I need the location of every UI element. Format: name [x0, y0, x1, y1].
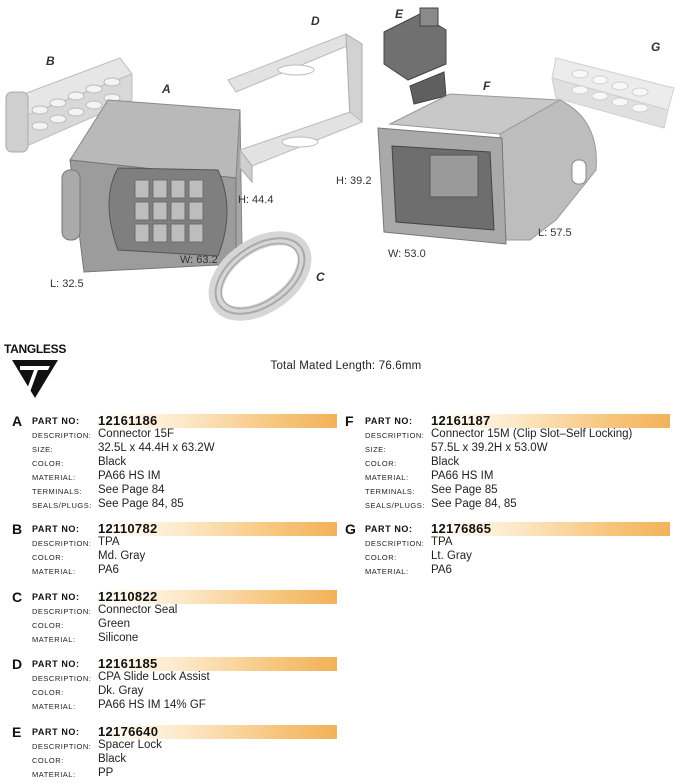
logo-text: TANGLESS	[4, 342, 67, 356]
part-letter: C	[12, 589, 23, 605]
label: MATERIAL:	[32, 473, 76, 482]
part-number: 12161185	[98, 656, 158, 671]
callout-b: B	[46, 54, 55, 68]
part-letter: D	[12, 656, 23, 672]
part-a-connector-drawing	[62, 100, 242, 272]
color: Green	[98, 618, 130, 630]
color: Md. Gray	[98, 550, 146, 562]
material: PA66 HS IM 14% GF	[98, 699, 206, 711]
part-no-label: PART NO:	[365, 416, 413, 426]
label: COLOR:	[32, 459, 64, 468]
material: PA6	[431, 564, 452, 576]
part-block-g	[345, 522, 685, 578]
dim-f-length: L: 57.5	[538, 227, 572, 239]
label: COLOR:	[32, 688, 64, 697]
callout-d: D	[311, 14, 320, 28]
label: MATERIAL:	[32, 567, 76, 576]
part-no-label: PART NO:	[365, 524, 413, 534]
label: MATERIAL:	[32, 770, 76, 779]
part-no-label: PART NO:	[32, 659, 80, 669]
part-letter: E	[12, 724, 22, 740]
color: Black	[98, 456, 127, 468]
material: PA66 HS IM	[431, 470, 494, 482]
total-mated-length: Total Mated Length: 76.6mm	[270, 360, 422, 372]
dim-a-length: L: 32.5	[50, 278, 84, 290]
part-block-a	[12, 414, 342, 514]
callout-f: F	[483, 79, 491, 93]
connector-exploded-illustration	[0, 0, 692, 335]
part-no-label: PART NO:	[32, 524, 80, 534]
part-d-cpa-drawing	[228, 34, 362, 182]
terminals: See Page 84	[98, 484, 165, 496]
label: COLOR:	[365, 553, 397, 562]
material: PP	[98, 767, 114, 779]
material: PA66 HS IM	[98, 470, 161, 482]
label: SEALS/PLUGS:	[32, 501, 92, 510]
label: MATERIAL:	[32, 702, 76, 711]
color: Dk. Gray	[98, 685, 144, 697]
description: CPA Slide Lock Assist	[98, 671, 210, 683]
callout-g: G	[651, 40, 661, 54]
dim-f-width: W: 53.0	[388, 248, 426, 260]
part-letter: A	[12, 413, 23, 429]
description: TPA	[98, 536, 120, 548]
part-block-e	[12, 725, 342, 781]
label: COLOR:	[32, 756, 64, 765]
dim-a-width: W: 63.2	[180, 254, 218, 266]
label: SEALS/PLUGS:	[365, 501, 425, 510]
color: Lt. Gray	[431, 550, 472, 562]
seals: See Page 84, 85	[431, 498, 517, 510]
material: PA6	[98, 564, 119, 576]
part-number: 12161187	[431, 413, 491, 428]
label: DESCRIPTION:	[32, 431, 92, 440]
part-letter: G	[345, 521, 356, 537]
callout-a: A	[162, 82, 171, 96]
part-number: 12161186	[98, 413, 158, 428]
dim-a-height: H: 44.4	[238, 194, 274, 206]
material: Silicone	[98, 632, 139, 644]
seals: See Page 84, 85	[98, 498, 184, 510]
color: Black	[431, 456, 460, 468]
part-letter: F	[345, 413, 354, 429]
part-no-label: PART NO:	[32, 416, 80, 426]
label: DESCRIPTION:	[32, 539, 92, 548]
part-f-connector-drawing	[378, 94, 596, 244]
part-number: 12110822	[98, 589, 158, 604]
part-block-d	[12, 657, 342, 713]
part-block-c	[12, 590, 342, 646]
label: MATERIAL:	[32, 635, 76, 644]
description: Connector 15F	[98, 428, 175, 440]
color: Black	[98, 753, 127, 765]
callout-e: E	[395, 7, 404, 21]
part-e-spacer-drawing	[384, 8, 446, 104]
size: 32.5L x 44.4H x 63.2W	[98, 442, 215, 454]
part-no-label: PART NO:	[32, 727, 80, 737]
part-number: 12176640	[98, 724, 159, 739]
label: COLOR:	[32, 621, 64, 630]
label: DESCRIPTION:	[365, 539, 425, 548]
label: TERMINALS:	[32, 487, 83, 496]
description: Spacer Lock	[98, 739, 162, 751]
label: TERMINALS:	[365, 487, 416, 496]
part-block-b	[12, 522, 342, 578]
label: DESCRIPTION:	[365, 431, 425, 440]
label: MATERIAL:	[365, 473, 409, 482]
part-number: 12110782	[98, 521, 158, 536]
label: MATERIAL:	[365, 567, 409, 576]
part-number: 12176865	[431, 521, 492, 536]
description: TPA	[431, 536, 453, 548]
part-block-f	[345, 414, 685, 514]
label: DESCRIPTION:	[32, 607, 92, 616]
description: Connector 15M (Clip Slot–Self Locking)	[431, 428, 633, 440]
terminals: See Page 85	[431, 484, 498, 496]
label: COLOR:	[32, 553, 64, 562]
description: Connector Seal	[98, 604, 178, 616]
callout-c: C	[316, 270, 325, 284]
part-no-label: PART NO:	[32, 592, 80, 602]
label: DESCRIPTION:	[32, 674, 92, 683]
label: COLOR:	[365, 459, 397, 468]
label: SIZE:	[365, 445, 387, 454]
part-letter: B	[12, 521, 23, 537]
dim-f-height: H: 39.2	[336, 175, 372, 187]
label: DESCRIPTION:	[32, 742, 92, 751]
label: SIZE:	[32, 445, 54, 454]
size: 57.5L x 39.2H x 53.0W	[431, 442, 548, 454]
